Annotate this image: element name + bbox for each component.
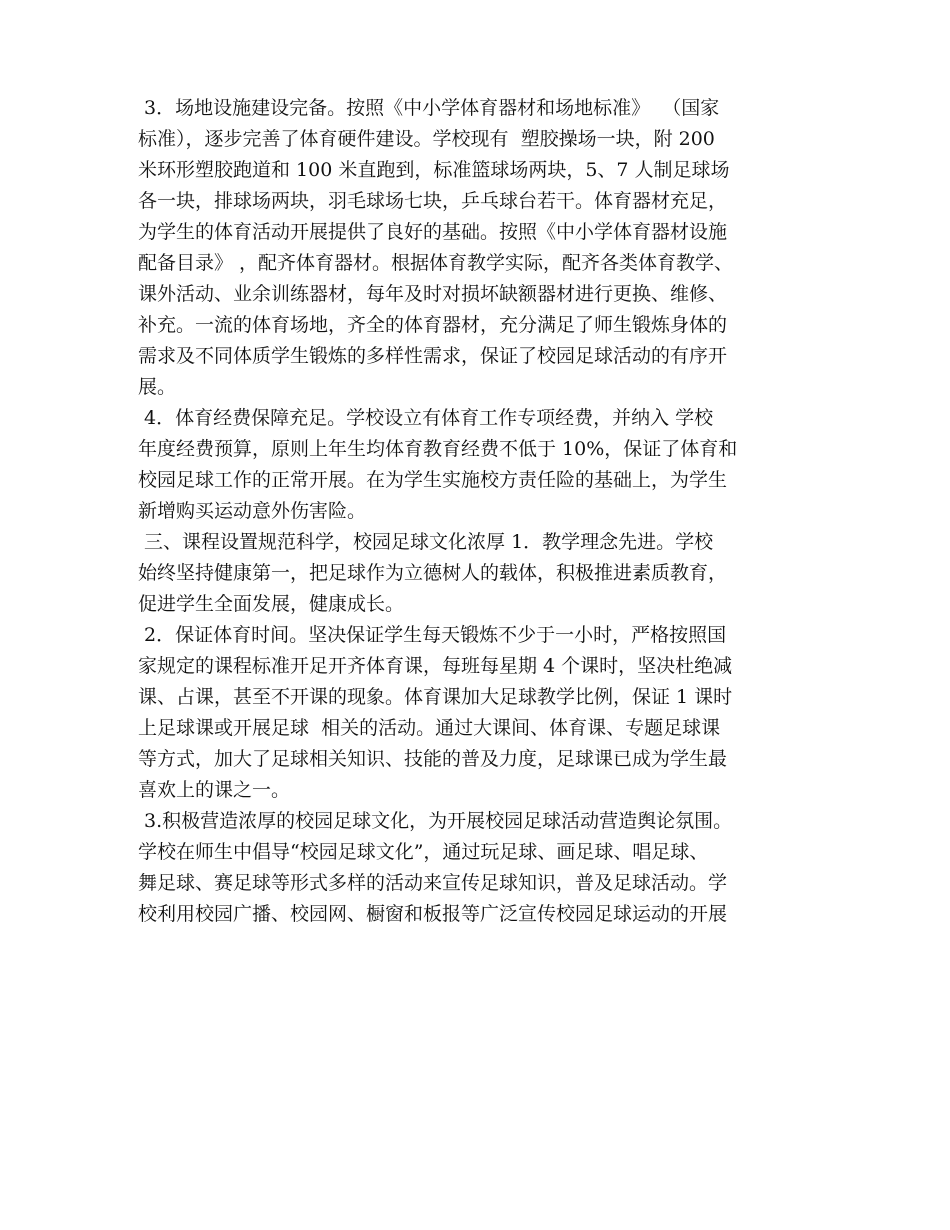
- text-line: 始终坚持健康第一，把足球作为立德树人的载体，积极推进素质教育，: [138, 562, 728, 584]
- text-line: 年度经费预算，原则上年生均体育教育经费不低于 10%，保证了体育和: [138, 438, 738, 460]
- text-line: 三、课程设置规范科学，校园足球文化浓厚 1．教学理念先进。学校: [138, 531, 714, 553]
- text-line: 课、占课，甚至不开课的现象。体育课加大足球教学比例，保证 1 课时: [138, 686, 733, 708]
- text-line: 学校在师生中倡导“校园足球文化”，通过玩足球、画足球、唱足球、: [138, 841, 709, 863]
- text-line: 3．场地设施建设完备。按照《中小学体育器材和场地标准》 （国家: [138, 97, 720, 119]
- text-line: 米环形塑胶跑道和 100 米直跑到，标准篮球场两块，5、7 人制足球场: [138, 159, 730, 181]
- text-line: 舞足球、赛足球等形式多样的活动来宣传足球知识，普及足球活动。学: [138, 872, 728, 894]
- text-line: 配备目录》 ，配齐体育器材。根据体育教学实际，配齐各类体育教学、: [138, 252, 734, 274]
- text-line: 家规定的课程标准开足开齐体育课，每班每星期 4 个课时，坚决杜绝减: [138, 655, 733, 677]
- body-text: [138, 93, 838, 930]
- text-line: 课外活动、业余训练器材，每年及时对损坏缺额器材进行更换、维修、: [138, 283, 728, 305]
- text-line: 促进学生全面发展，健康成长。: [138, 593, 405, 615]
- text-line: 新增购买运动意外伤害险。: [138, 500, 367, 522]
- text-line: 3.积极营造浓厚的校园足球文化，为开展校园足球活动营造舆论氛围。: [138, 810, 733, 832]
- text-line: 标准），逐步完善了体育硬件建设。学校现有 塑胶操场一块，附 200: [138, 128, 715, 150]
- text-line: 校园足球工作的正常开展。在为学生实施校方责任险的基础上，为学生: [138, 469, 728, 491]
- text-line: 补充。一流的体育场地，齐全的体育器材，充分满足了师生锻炼身体的: [138, 314, 728, 336]
- text-line: 等方式，加大了足球相关知识、技能的普及力度，足球课已成为学生最: [138, 748, 728, 770]
- text-line: 为学生的体育活动开展提供了良好的基础。按照《中小学体育器材设施: [138, 221, 728, 243]
- text-line: 各一块，排球场两块，羽毛球场七块，乒乓球台若干。体育器材充足，: [138, 190, 728, 212]
- text-line: 校利用校园广播、校园网、橱窗和板报等广泛宣传校园足球运动的开展: [138, 903, 728, 925]
- text-line: 喜欢上的课之一。: [138, 779, 291, 801]
- text-line: 4．体育经费保障充足。学校设立有体育工作专项经费，并纳入 学校: [138, 407, 714, 429]
- text-line: 展。: [138, 376, 177, 398]
- text-line: 上足球课或开展足球 相关的活动。通过大课间、体育课、专题足球课: [138, 717, 721, 739]
- text-line: 2．保证体育时间。坚决保证学生每天锻炼不少于一小时，严格按照国: [138, 624, 727, 646]
- text-line: 需求及不同体质学生锻炼的多样性需求，保证了校园足球活动的有序开: [138, 345, 728, 367]
